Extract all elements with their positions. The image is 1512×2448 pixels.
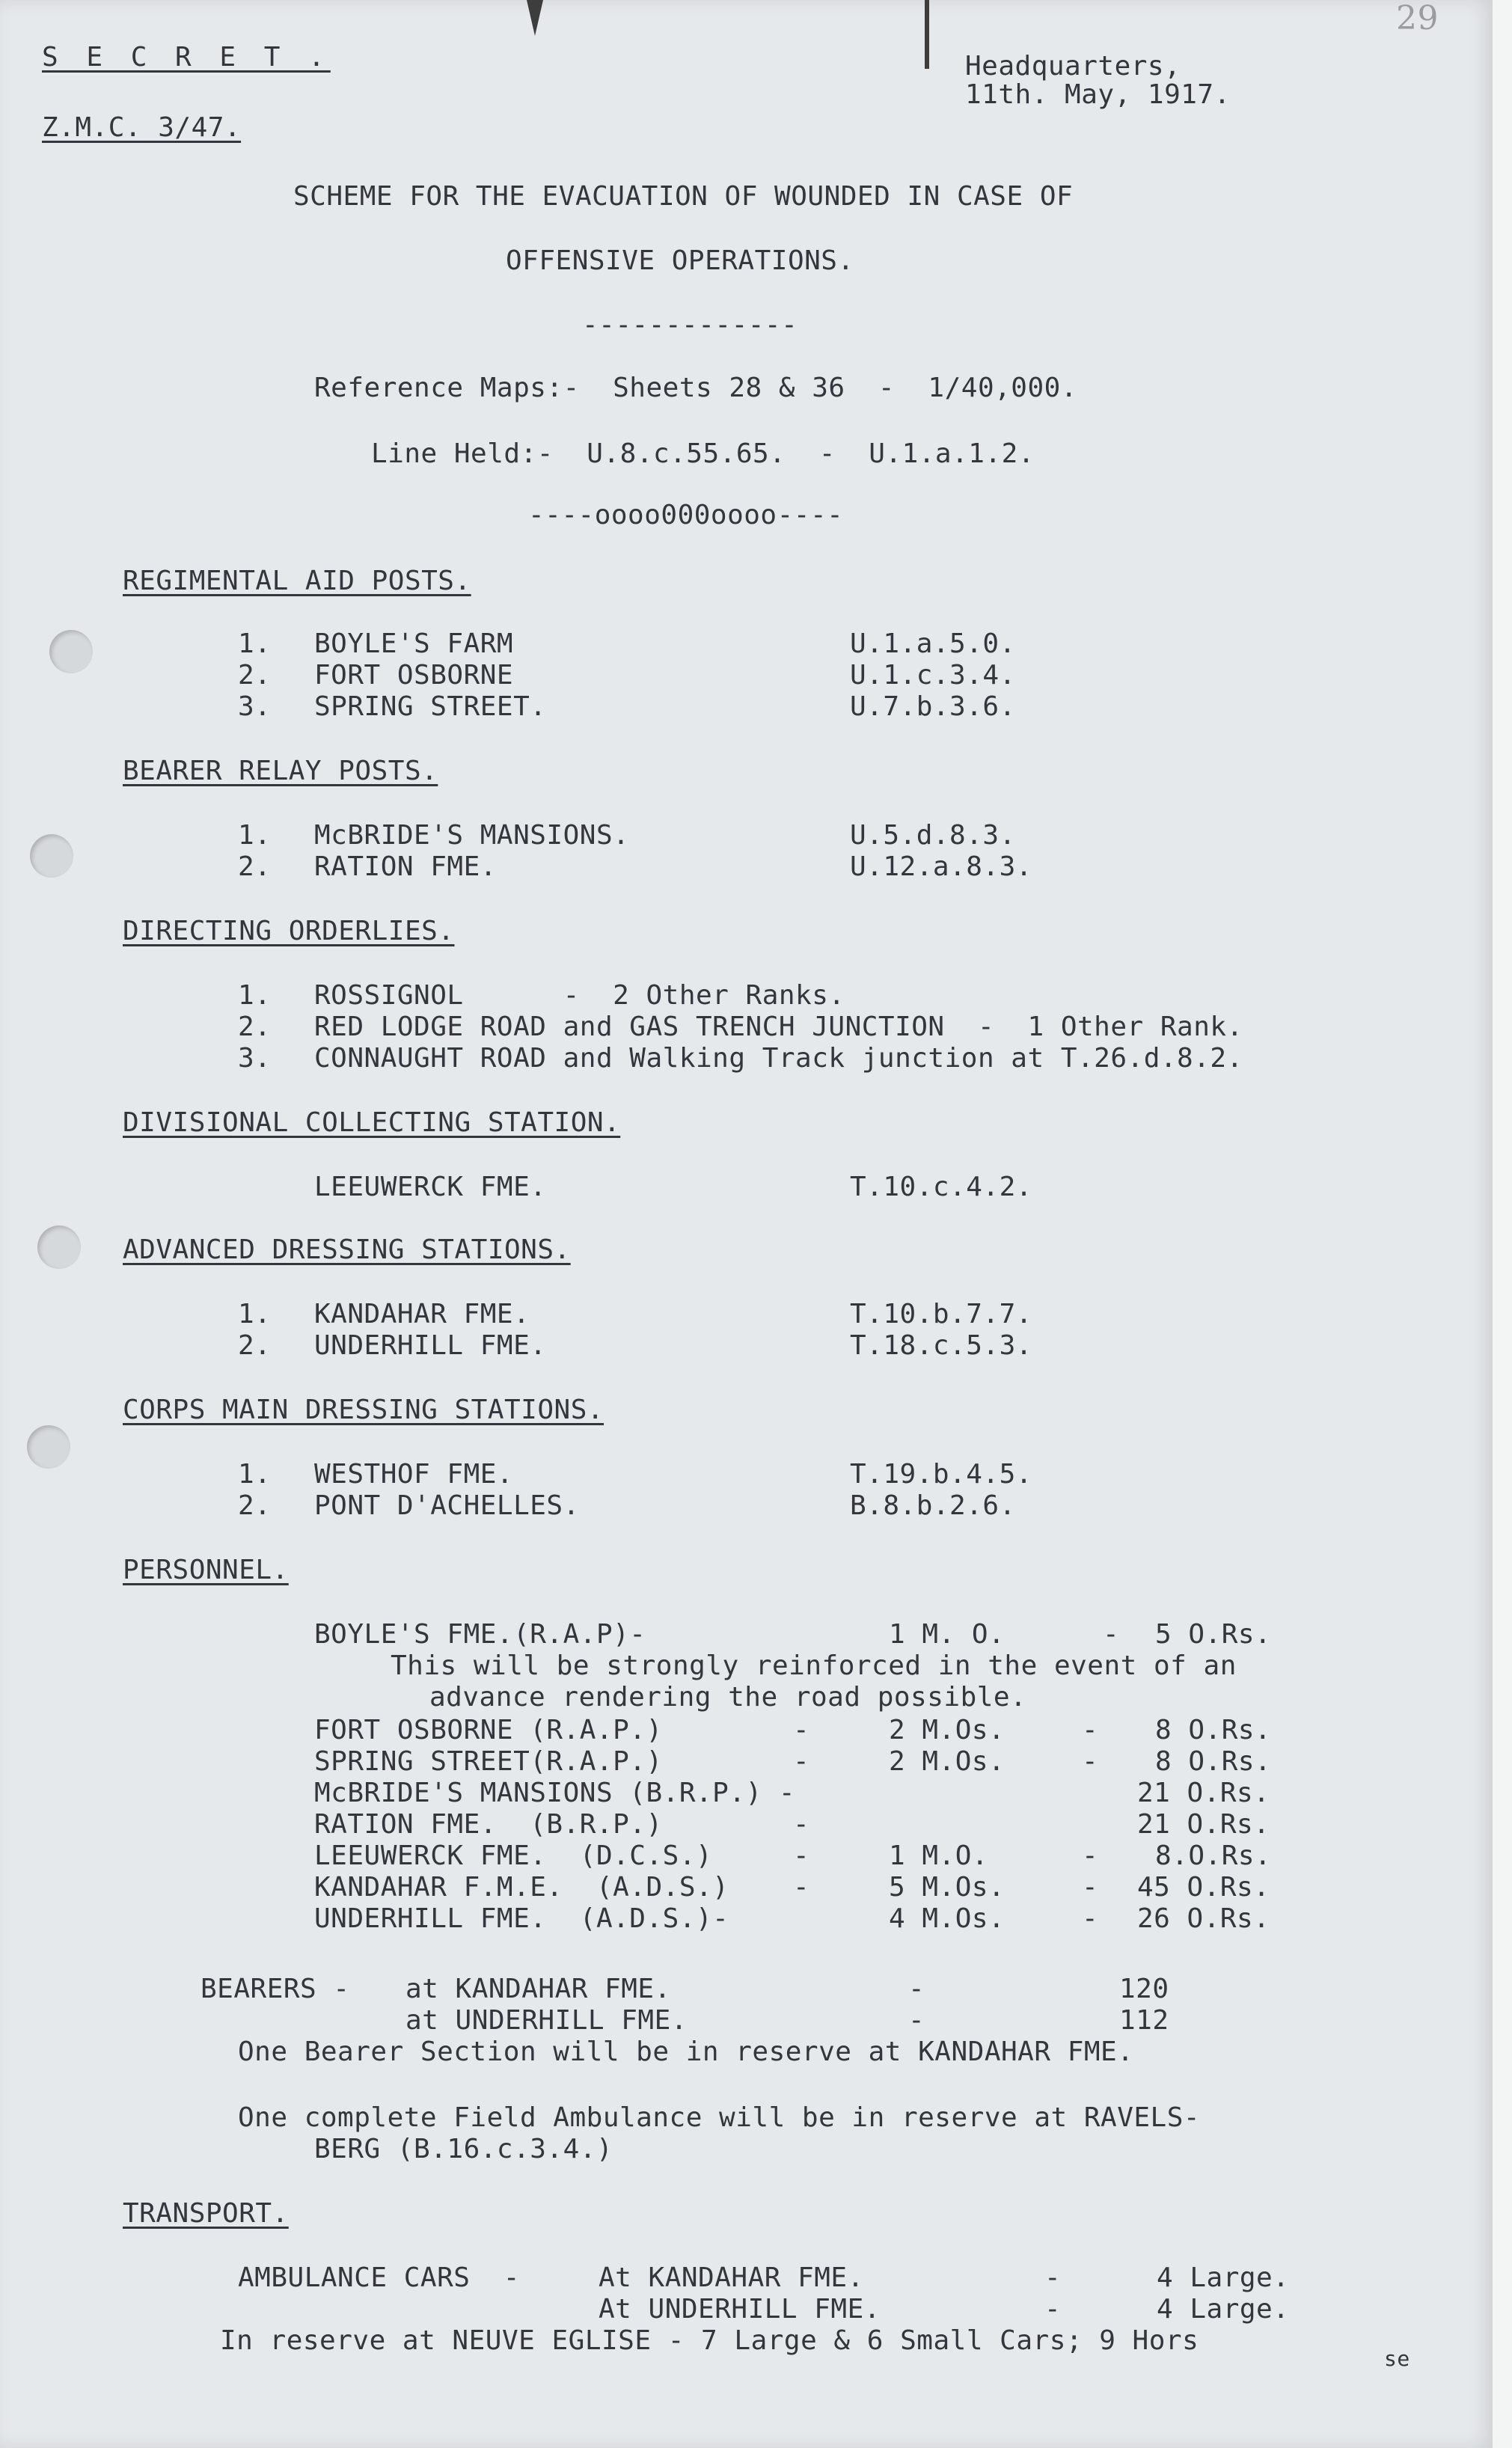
dcs-name: LEEUWERCK FME. — [314, 1172, 547, 1202]
ads-name-2: UNDERHILL FME. — [314, 1330, 547, 1361]
reference-maps: Reference Maps:- Sheets 28 & 36 - 1/40,000. — [314, 373, 1077, 403]
personnel-dash2-5: - — [1082, 1840, 1099, 1871]
rap-name-2: FORT OSBORNE — [314, 660, 514, 691]
page-edge — [1493, 0, 1512, 2448]
personnel-dash-4: - — [793, 1809, 810, 1840]
punch-hole-1 — [49, 630, 93, 673]
heading-bearer-relay-posts: BEARER RELAY POSTS. — [123, 756, 438, 786]
do-num-3: 3. — [238, 1043, 272, 1074]
bearer-reserve-note: One Bearer Section will be in reserve at KANDAHAR FME. — [238, 2037, 1134, 2067]
ads-num-2: 2. — [238, 1330, 272, 1361]
document-date: 11th. May, 1917. — [965, 79, 1231, 110]
heading-personnel: PERSONNEL. — [123, 1555, 289, 1585]
transport-where-1: At KANDAHAR FME. — [599, 2262, 864, 2293]
do-num-2: 2. — [238, 1012, 272, 1042]
personnel-post-6: KANDAHAR F.M.E. (A.D.S.) — [314, 1872, 729, 1903]
brp-name-2: RATION FME. — [314, 851, 497, 882]
personnel-dash-2: - — [793, 1746, 810, 1777]
rap-name-3: SPRING STREET. — [314, 691, 547, 722]
personnel-boyles-officers: 1 M. O. — [889, 1619, 1006, 1650]
brp-num-1: 1. — [238, 820, 272, 851]
heading-regimental-aid-posts: REGIMENTAL AID POSTS. — [123, 566, 471, 596]
cmds-name-1: WESTHOF FME. — [314, 1459, 514, 1490]
personnel-dash-1: - — [793, 1715, 810, 1745]
personnel-others-4: 21 O.Rs. — [1137, 1809, 1270, 1840]
do-text-3: CONNAUGHT ROAD and Walking Track junction at T.26.d.8.2. — [314, 1043, 1243, 1074]
bearers-dash-2: - — [908, 2005, 925, 2036]
transport-where-2: At UNDERHILL FME. — [599, 2294, 881, 2325]
personnel-others-2: 8 O.Rs. — [1155, 1746, 1272, 1777]
title-rule: ------------- — [582, 310, 798, 340]
bearers-where-1: at KANDAHAR FME. — [405, 1974, 671, 2004]
personnel-officers-2: 2 M.Os. — [889, 1746, 1006, 1777]
personnel-others-3: 21 O.Rs. — [1137, 1778, 1270, 1808]
personnel-others-1: 8 O.Rs. — [1155, 1715, 1272, 1745]
rap-name-1: BOYLE'S FARM — [314, 628, 514, 659]
transport-reserve-line: In reserve at NEUVE EGLISE - 7 Large & 6 Small Cars; 9 Hors — [220, 2325, 1199, 2356]
heading-advanced-dressing-stations: ADVANCED DRESSING STATIONS. — [123, 1234, 571, 1265]
personnel-post-3: McBRIDE'S MANSIONS (B.R.P.) - — [314, 1778, 796, 1808]
personnel-dash-6: - — [793, 1872, 810, 1903]
page-number: 29 — [1396, 0, 1439, 37]
heading-transport: TRANSPORT. — [123, 2198, 289, 2229]
ads-ref-1: T.10.b.7.7. — [850, 1299, 1032, 1329]
cmds-num-2: 2. — [238, 1490, 272, 1521]
do-text-2: RED LODGE ROAD and GAS TRENCH JUNCTION - 1 Other Rank. — [314, 1012, 1243, 1042]
file-reference: Z.M.C. 3/47. — [42, 112, 242, 143]
binding-tab-right — [925, 0, 929, 69]
heading-directing-orderlies: DIRECTING ORDERLIES. — [123, 916, 455, 946]
personnel-boyles-others: 5 O.Rs. — [1155, 1619, 1272, 1650]
bearers-label: BEARERS - — [201, 1974, 350, 2004]
personnel-post-4: RATION FME. (B.R.P.) — [314, 1809, 663, 1840]
do-num-1: 1. — [238, 980, 272, 1011]
brp-name-1: McBRIDE'S MANSIONS. — [314, 820, 630, 851]
classification-mark: S E C R E T . — [42, 42, 331, 73]
field-ambulance-note-2: BERG (B.16.c.3.4.) — [314, 2134, 613, 2164]
cmds-ref-1: T.19.b.4.5. — [850, 1459, 1032, 1490]
personnel-officers-7: 4 M.Os. — [889, 1903, 1006, 1934]
heading-corps-main-dressing-stations: CORPS MAIN DRESSING STATIONS. — [123, 1395, 605, 1425]
personnel-dash2-2: - — [1082, 1746, 1099, 1777]
personnel-dash-5: - — [793, 1840, 810, 1871]
do-text-1: ROSSIGNOL - 2 Other Ranks. — [314, 980, 845, 1011]
personnel-dash2-1: - — [1082, 1715, 1099, 1745]
bearers-dash-1: - — [908, 1974, 925, 2004]
bearers-count-2: 112 — [1119, 2005, 1169, 2036]
transport-count-1: 4 Large. — [1157, 2262, 1290, 2293]
line-held: Line Held:- U.8.c.55.65. - U.1.a.1.2. — [371, 438, 1035, 469]
rap-num-3: 3. — [238, 691, 272, 722]
bearers-where-2: at UNDERHILL FME. — [405, 2005, 688, 2036]
personnel-boyles-post: BOYLE'S FME.(R.A.P)- — [314, 1619, 646, 1650]
ads-name-1: KANDAHAR FME. — [314, 1299, 530, 1329]
punch-hole-3 — [37, 1225, 81, 1269]
personnel-officers-1: 2 M.Os. — [889, 1715, 1006, 1745]
rap-num-1: 1. — [238, 628, 272, 659]
rap-ref-1: U.1.a.5.0. — [850, 628, 1016, 659]
title-line-1: SCHEME FOR THE EVACUATION OF WOUNDED IN CASE OF — [293, 181, 1074, 212]
reinforce-note-2: advance rendering the road possible. — [429, 1682, 1027, 1713]
personnel-boyles-dash: - — [1103, 1619, 1120, 1650]
section-divider: ----oooo000oooo---- — [528, 500, 844, 530]
personnel-officers-6: 5 M.Os. — [889, 1872, 1006, 1903]
personnel-post-7: UNDERHILL FME. (A.D.S.)- — [314, 1903, 729, 1934]
personnel-post-2: SPRING STREET(R.A.P.) — [314, 1746, 663, 1777]
heading-divisional-collecting-station: DIVISIONAL COLLECTING STATION. — [123, 1107, 621, 1138]
location: Headquarters, — [965, 51, 1181, 82]
personnel-post-1: FORT OSBORNE (R.A.P.) — [314, 1715, 663, 1745]
brp-num-2: 2. — [238, 851, 272, 882]
personnel-dash2-7: - — [1082, 1903, 1099, 1934]
ads-num-1: 1. — [238, 1299, 272, 1329]
binding-tab-left — [527, 0, 543, 36]
punch-hole-2 — [30, 834, 73, 878]
ambulance-cars-label: AMBULANCE CARS - — [238, 2262, 520, 2293]
title-line-2: OFFENSIVE OPERATIONS. — [506, 245, 854, 276]
ads-ref-2: T.18.c.5.3. — [850, 1330, 1032, 1361]
bearers-count-1: 120 — [1119, 1974, 1169, 2004]
cmds-ref-2: B.8.b.2.6. — [850, 1490, 1016, 1521]
rap-ref-3: U.7.b.3.6. — [850, 691, 1016, 722]
dcs-ref: T.10.c.4.2. — [850, 1172, 1032, 1202]
brp-ref-2: U.12.a.8.3. — [850, 851, 1032, 882]
transport-dash-2: - — [1044, 2294, 1062, 2325]
personnel-post-5: LEEUWERCK FME. (D.C.S.) — [314, 1840, 713, 1871]
rap-ref-2: U.1.c.3.4. — [850, 660, 1016, 691]
transport-dash-1: - — [1044, 2262, 1062, 2293]
personnel-others-7: 26 O.Rs. — [1137, 1903, 1270, 1934]
field-ambulance-note-1: One complete Field Ambulance will be in reserve at RAVELS- — [238, 2102, 1201, 2133]
personnel-others-5: 8.O.Rs. — [1155, 1840, 1272, 1871]
cmds-num-1: 1. — [238, 1459, 272, 1490]
transport-count-2: 4 Large. — [1157, 2294, 1290, 2325]
rap-num-2: 2. — [238, 660, 272, 691]
corner-mark: se — [1384, 2346, 1410, 2371]
personnel-dash2-6: - — [1082, 1872, 1099, 1903]
brp-ref-1: U.5.d.8.3. — [850, 820, 1016, 851]
cmds-name-2: PONT D'ACHELLES. — [314, 1490, 580, 1521]
punch-hole-4 — [27, 1425, 70, 1469]
personnel-officers-5: 1 M.O. — [889, 1840, 989, 1871]
personnel-others-6: 45 O.Rs. — [1137, 1872, 1270, 1903]
reinforce-note-1: This will be strongly reinforced in the event of an — [391, 1650, 1237, 1681]
